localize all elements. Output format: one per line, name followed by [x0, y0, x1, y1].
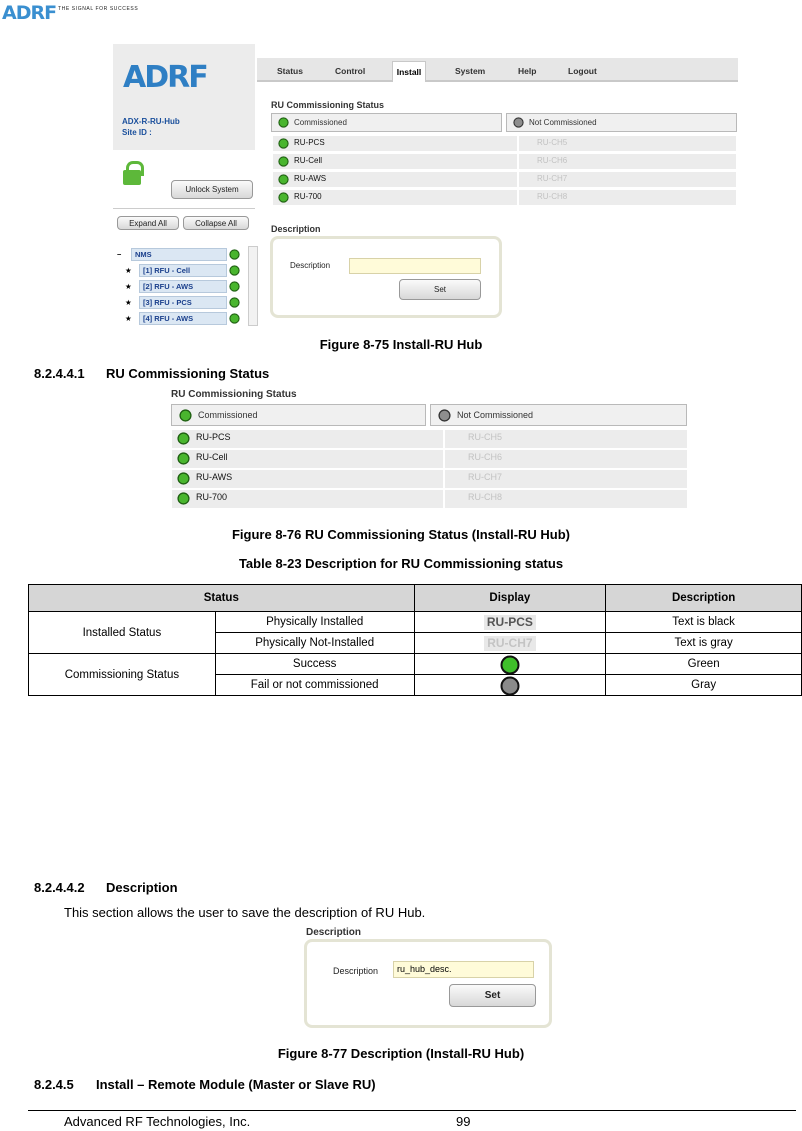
installed-chip: RU-PCS [484, 615, 536, 630]
status-green-icon [229, 313, 240, 324]
figure-caption: Figure 8-76 RU Commissioning Status (Install-RU Hub) [231, 527, 571, 542]
status-green-icon [229, 297, 240, 308]
star-icon: ★ [125, 314, 132, 323]
site-id: Site ID : [122, 128, 152, 137]
set-button[interactable]: Set [449, 984, 536, 1007]
sidebar-header [113, 44, 255, 150]
display-cell [414, 633, 606, 654]
description-panel [304, 939, 552, 1028]
lock-icon [123, 170, 141, 185]
status-green-icon [179, 409, 192, 422]
status-green-icon [177, 432, 190, 445]
description-cell: Text is gray [606, 633, 802, 654]
commissioning-status-table [28, 584, 802, 696]
footer-divider [28, 1110, 796, 1111]
status-green-icon [177, 492, 190, 505]
tab-status[interactable]: Status [277, 66, 303, 76]
tree-item[interactable]: ★ [3] RFU - PCS [119, 296, 245, 310]
not-commissioned-header: Not Commissioned [506, 113, 737, 132]
figure-description [304, 927, 552, 1029]
not-commissioned-header: Not Commissioned [430, 404, 687, 426]
tree-item[interactable]: ★ [1] RFU - Cell [119, 264, 245, 278]
ru-row: RU-PCS RU-CH5 [273, 136, 736, 151]
unlock-system-button[interactable]: Unlock System [171, 180, 253, 199]
figure-caption: Figure 8-77 Description (Install-RU Hub) [277, 1046, 525, 1061]
status-green-icon [229, 281, 240, 292]
status-gray-icon [500, 676, 520, 696]
description-cell: Gray [606, 675, 802, 696]
body-paragraph: This section allows the user to save the description of RU Hub. [64, 905, 426, 920]
display-cell [414, 612, 606, 633]
description-cell: Text is black [606, 612, 802, 633]
commissioning-status-cell: Commissioning Status [29, 654, 216, 696]
tree-item[interactable]: ★ [4] RFU - AWS [119, 312, 245, 326]
table-row [29, 612, 802, 633]
ru-row: RU-AWS RU-CH7 [273, 172, 736, 187]
collapse-all-button[interactable]: Collapse All [183, 216, 249, 230]
status-green-icon [177, 472, 190, 485]
header-display: Display [414, 585, 606, 612]
device-name: ADX-R-RU-Hub [122, 117, 180, 126]
description-input[interactable]: ru_hub_desc. [393, 961, 534, 978]
status-green-icon [278, 174, 289, 185]
section-heading: 8.2.4.4.1 RU Commissioning Status [34, 366, 270, 381]
tree-item[interactable]: − NMS [119, 248, 245, 262]
status-gray-icon [513, 117, 524, 128]
ru-row: RU-Cell RU-CH6 [172, 450, 687, 468]
star-icon: ★ [125, 266, 132, 275]
section-title: RU Commissioning Status [271, 100, 385, 110]
figure-ru-commissioning-status [171, 389, 688, 509]
status-cell: Success [215, 654, 414, 675]
ru-row: RU-700 RU-CH8 [172, 490, 687, 508]
description-input[interactable] [349, 258, 481, 274]
figure-caption: Figure 8-75 Install-RU Hub [319, 337, 483, 352]
commissioned-header: Commissioned [271, 113, 502, 132]
status-cell: Fail or not commissioned [215, 675, 414, 696]
header-logo: ADRF [2, 2, 57, 24]
device-tree [119, 246, 253, 326]
status-green-icon [278, 138, 289, 149]
app-logo: ADRF [123, 60, 207, 95]
header-tagline: THE SIGNAL FOR SUCCESS [58, 6, 139, 12]
collapse-icon[interactable]: − [117, 250, 122, 259]
status-gray-icon [438, 409, 451, 422]
header-description: Description [606, 585, 802, 612]
tab-install[interactable]: Install [392, 61, 426, 82]
installed-status-cell: Installed Status [29, 612, 216, 654]
status-green-icon [229, 249, 240, 260]
status-cell: Physically Installed [215, 612, 414, 633]
header-status: Status [29, 585, 415, 612]
star-icon: ★ [125, 282, 132, 291]
section-heading: 8.2.4.5 Install – Remote Module (Master or Slave RU) [34, 1077, 376, 1092]
divider [113, 208, 255, 209]
description-panel [270, 236, 502, 318]
table-header-row [29, 585, 802, 612]
status-green-icon [229, 265, 240, 276]
tab-logout[interactable]: Logout [568, 66, 597, 76]
footer-company: Advanced RF Technologies, Inc. [64, 1114, 251, 1129]
tab-control[interactable]: Control [335, 66, 366, 76]
tab-help[interactable]: Help [518, 66, 537, 76]
display-cell [414, 654, 606, 675]
set-button[interactable]: Set [399, 279, 481, 300]
section-heading: 8.2.4.4.2 Description [34, 880, 178, 895]
tree-scrollbar[interactable] [248, 246, 258, 326]
ru-row: RU-PCS RU-CH5 [172, 430, 687, 448]
ru-row: RU-AWS RU-CH7 [172, 470, 687, 488]
status-green-icon [500, 655, 520, 675]
tab-system[interactable]: System [455, 66, 486, 76]
status-green-icon [177, 452, 190, 465]
star-icon: ★ [125, 298, 132, 307]
description-title: Description [271, 224, 321, 234]
section-title: RU Commissioning Status [171, 389, 297, 400]
status-green-icon [278, 156, 289, 167]
expand-all-button[interactable]: Expand All [117, 216, 179, 230]
commissioned-header: Commissioned [171, 404, 426, 426]
not-installed-chip: RU-CH7 [484, 636, 536, 651]
status-green-icon [278, 192, 289, 203]
description-title: Description [306, 927, 362, 938]
device-info [122, 116, 180, 138]
table-row [29, 654, 802, 675]
figure-install-ru-hub [113, 44, 738, 326]
ru-row: RU-Cell RU-CH6 [273, 154, 736, 169]
footer-page-number: 99 [456, 1114, 471, 1129]
status-green-icon [278, 117, 289, 128]
ru-row: RU-700 RU-CH8 [273, 190, 736, 205]
status-cell: Physically Not-Installed [215, 633, 414, 654]
description-label: Description [333, 966, 379, 976]
tree-item[interactable]: ★ [2] RFU - AWS [119, 280, 245, 294]
display-cell [414, 675, 606, 696]
top-nav [257, 58, 738, 82]
description-cell: Green [606, 654, 802, 675]
table-caption: Table 8-23 Description for RU Commissioning status [238, 556, 564, 571]
description-label: Description [290, 261, 331, 270]
